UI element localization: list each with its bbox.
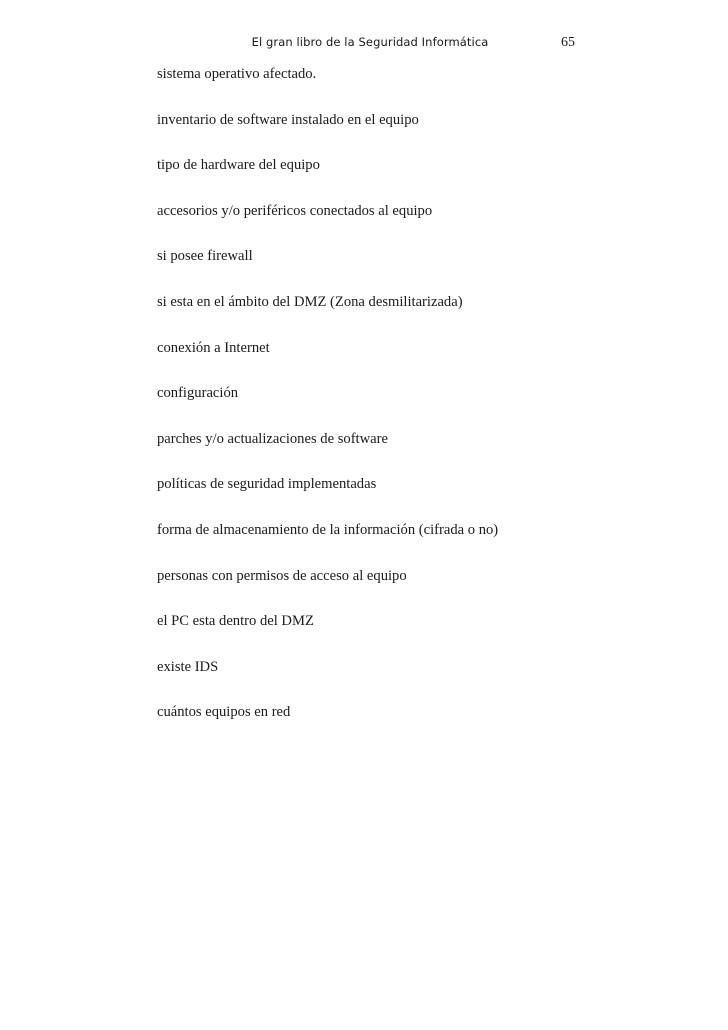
list-item: configuración [157, 385, 239, 402]
list-item: accesorios y/o periféricos conectados al equipo [157, 202, 433, 219]
list-item: políticas de seguridad implementadas [157, 476, 377, 493]
list-item: si esta en el ámbito del DMZ (Zona desmilitarizada) [157, 293, 463, 310]
list-item: el PC esta dentro del DMZ [157, 613, 314, 630]
list-item: si posee firewall [157, 248, 253, 265]
list-item: sistema operativo afectado. [157, 66, 317, 82]
list-item: cuántos equipos en red [157, 704, 291, 721]
list-item: forma de almacenamiento de la información (cifrada o no) [157, 521, 499, 538]
page-number: 65 [561, 35, 575, 50]
list-item: personas con permisos de acceso al equipo [157, 567, 407, 584]
list-item: conexión a Internet [157, 339, 270, 356]
book-title: El gran libro de la Seguridad Informática [251, 35, 489, 49]
list-item: inventario de software instalado en el equipo [157, 111, 419, 128]
list-item: parches y/o actualizaciones de software [157, 430, 388, 447]
item-list [157, 64, 617, 748]
running-header [0, 35, 728, 53]
list-item: existe IDS [157, 658, 219, 675]
list-item: tipo de hardware del equipo [157, 157, 320, 174]
